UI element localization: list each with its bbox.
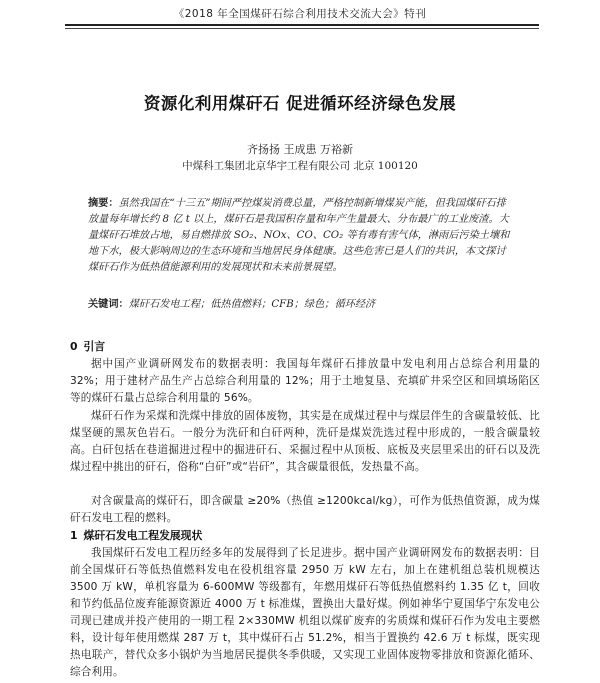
running-header: 《2018 年全国煤矸石综合利用技术交流大会》特刊	[173, 8, 427, 20]
abstract-text: 虽然我国在“十三五”期间严控煤炭消费总量，严格控制新增煤炭产能，但我国煤矸石排放量每年增长约 8 亿 t 以上，煤矸石是我国积存量和年产生量最大、分布最广的工业废渣。大量煤矸石堆放占地，易自燃排放 SO₂、NOx、CO、CO₂ 等有毒有害气体，淋雨后污染土壤和地下水，极大影响周边的生态环境和当地居民身体健康。这些危害已是人们的共识，本文探讨煤矸石作为低热值能源利用的发展现状和未来前景展望。	[88, 198, 510, 273]
section-number: 0	[70, 340, 78, 353]
paper-title: 资源化利用煤矸石 促进循环经济绿色发展	[143, 94, 457, 113]
header-rule	[65, 24, 539, 26]
paragraph: 我国煤矸石发电工程历经多年的发展得到了长足进步。据中国产业调研网发布的数据表明：目前全国煤矸石等低热值燃料发电在役机组容量 2950 万 kW 左右，加上在建机组总装机规模达 3500 万 kW，单机容量为 6-600MW 等级都有，年燃用煤矸石等低热值燃料约 1.35 亿 t，回收和节约低品位废弃能源资源近 4000 万 t 标准煤，置换出大量好煤。例如神华宁夏国华宁东发电公司现已建成并投产使用的一期工程 2×330MW 机组以煤矿废弃的劣质煤和煤矸石作为发电主要燃料，设计每年使用燃煤 287 万 t，其中煤矸石占 51.2%，相当于置换约 42.6 万 t 标煤，既实现热电联产，替代众多小锅炉为当地居民提供冬季供暖，又实现工业固体废物零排放和资源化循环、综合利用。	[70, 547, 540, 678]
section-title: 引言	[83, 340, 106, 353]
section-heading-intro	[70, 339, 105, 354]
section-number: 1	[70, 529, 78, 542]
paragraph: 据中国产业调研网发布的数据表明：我国每年煤矸石排放量中发电利用占总综合利用量的 32%；用于建材产品生产占总综合利用量的 12%；用于土地复垦、充填矿井采空区和回填场陷区等的煤矸石量占总综合利用量的 56%。	[70, 358, 540, 404]
keywords-text: 煤矸石发电工程；低热值燃料；CFB；绿色；循环经济	[128, 299, 376, 310]
header-rule-thin	[65, 28, 539, 29]
authors: 齐扬扬 王成患 万裕新	[247, 143, 353, 156]
paragraph: 对含碳量高的煤矸石，即含碳量 ≥20%（热值 ≥1200kcal/kg），可作为低热值资源，成为煤矸石发电工程的燃料。	[70, 495, 540, 524]
section-heading-status	[70, 528, 202, 543]
abstract	[88, 196, 514, 276]
section-title: 煤矸石发电工程发展现状	[83, 529, 203, 542]
affiliation: 中煤科工集团北京华宇工程有限公司 北京 100120	[182, 160, 418, 172]
keywords	[88, 297, 514, 313]
keywords-label: 关键词：	[88, 299, 129, 310]
paragraph: 煤矸石作为采煤和洗煤中排放的固体废物，其实是在成煤过程中与煤层伴生的含碳量较低、比煤坚硬的黑灰色岩石。一般分为洗矸和白矸两种，洗矸是煤炭洗选过程中形成的，一般含碳量较高。白矸包括在巷道掘进过程中的掘进矸石、采掘过程中从顶板、底板及夹层里采出的矸石以及洗煤过程中挑出的矸石，俗称“白矸”或“岩矸”，其含碳量很低，发热量不高。	[70, 410, 540, 473]
abstract-label: 摘要：	[88, 198, 119, 209]
